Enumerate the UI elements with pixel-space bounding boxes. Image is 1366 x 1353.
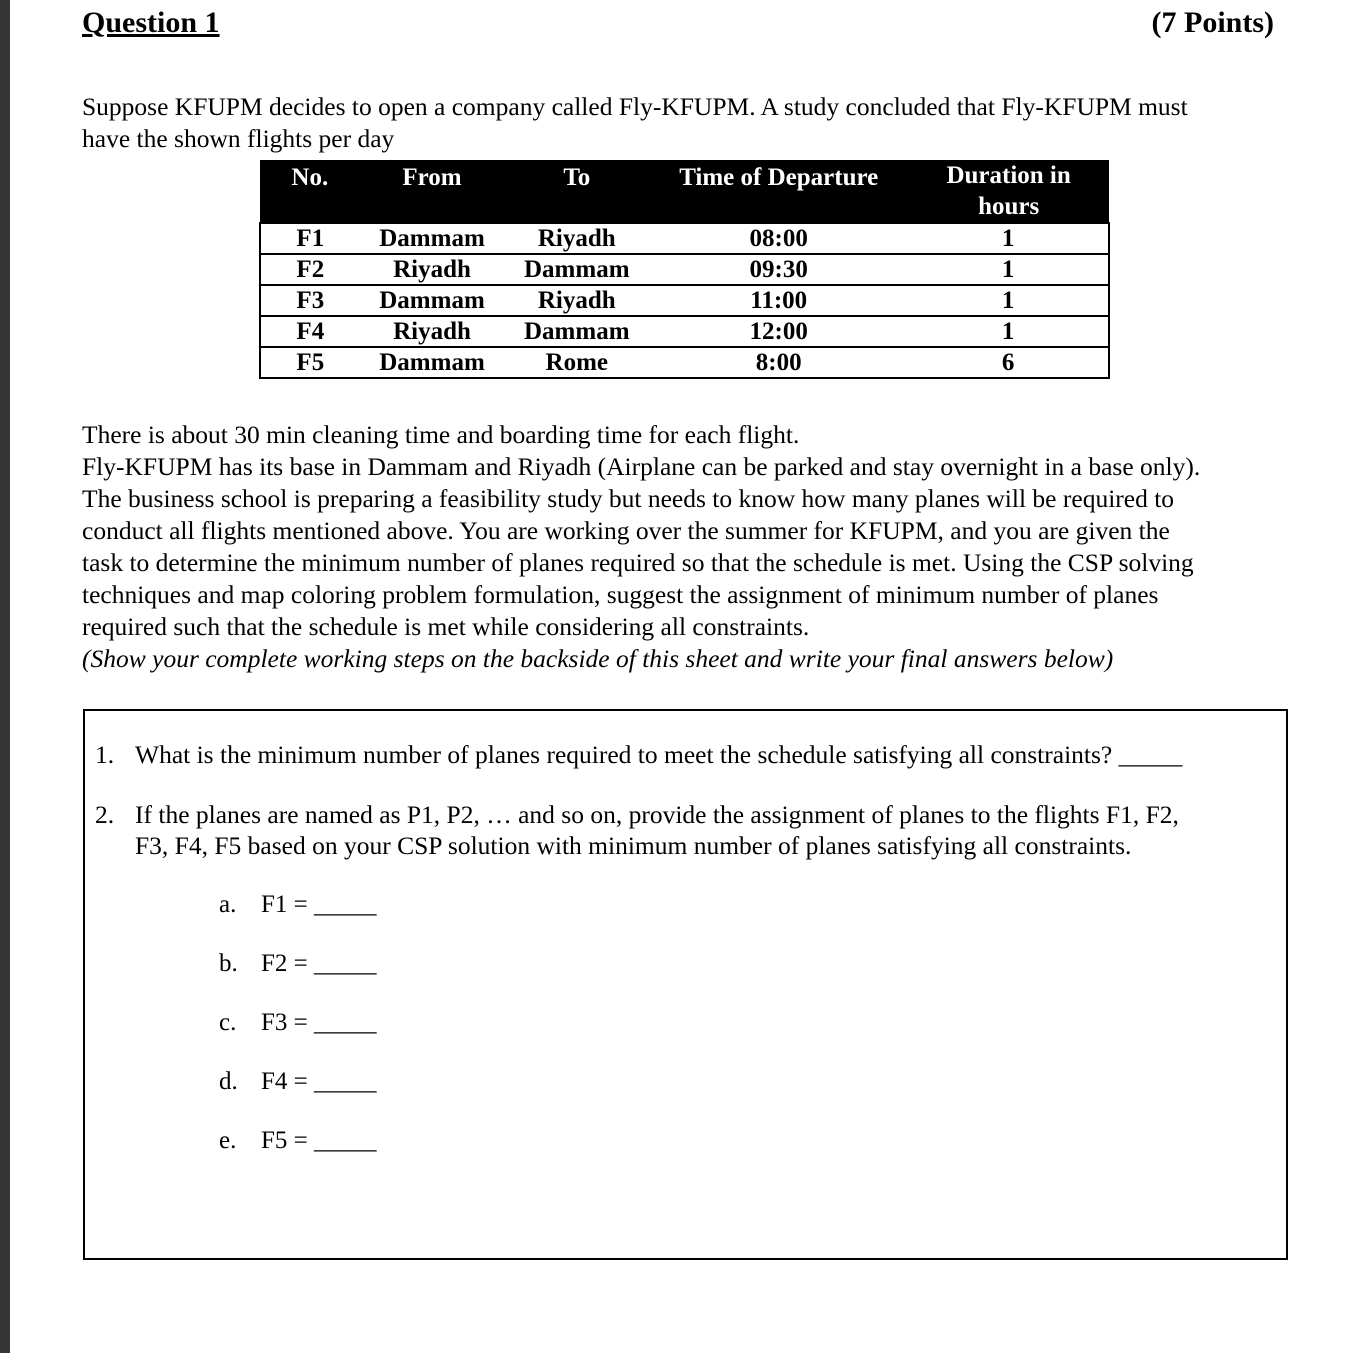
duration-cell: 6	[908, 347, 1109, 378]
problem-text	[82, 419, 1200, 643]
table-row	[260, 316, 1109, 347]
duration-cell: 1	[908, 254, 1109, 285]
problem-line: conduct all flights mentioned above. You are working over the summer for KFUPM, and you are given the	[82, 516, 1170, 545]
flight-no-cell: F4	[260, 316, 360, 347]
intro-line: have the shown flights per day	[82, 124, 395, 153]
from-cell: Riyadh	[360, 254, 505, 285]
problem-line: The business school is preparing a feasibility study but needs to know how many planes will be required to	[82, 484, 1175, 513]
from-cell: Dammam	[360, 347, 505, 378]
departure-cell: 09:30	[649, 254, 908, 285]
col-no: No.	[260, 160, 360, 223]
flights-table	[259, 160, 1110, 379]
q2-number: 2.	[95, 800, 115, 829]
problem-line: There is about 30 min cleaning time and boarding time for each flight.	[82, 420, 800, 449]
to-cell: Riyadh	[504, 223, 649, 254]
q2-text	[135, 799, 1179, 861]
answer-item-blank[interactable]: F3 = _____	[261, 1009, 377, 1036]
q2-line: If the planes are named as P1, P2, … and so on, provide the assignment of planes to the flights F1, F2,	[135, 800, 1179, 829]
flight-no-cell: F2	[260, 254, 360, 285]
from-cell: Riyadh	[360, 316, 505, 347]
flight-no-cell: F3	[260, 285, 360, 316]
q1-text: What is the minimum number of planes required to meet the schedule satisfying all constraints? _____	[135, 740, 1183, 769]
viewer-left-border	[0, 0, 10, 1353]
answer-item-letter: d.	[219, 1068, 238, 1095]
answer-item-blank[interactable]: F1 = _____	[261, 891, 377, 918]
q1-number: 1.	[95, 740, 115, 769]
answer-item-blank[interactable]: F2 = _____	[261, 950, 377, 977]
departure-cell: 12:00	[649, 316, 908, 347]
col-departure: Time of Departure	[649, 160, 908, 223]
table-row	[260, 254, 1109, 285]
question-title: Question 1	[82, 6, 220, 39]
flight-no-cell: F5	[260, 347, 360, 378]
problem-line: required such that the schedule is met while considering all constraints.	[82, 612, 810, 641]
to-cell: Dammam	[504, 316, 649, 347]
answer-item-blank[interactable]: F4 = _____	[261, 1068, 377, 1095]
intro-line: Suppose KFUPM decides to open a company called Fly-KFUPM. A study concluded that Fly-KFUPM must	[82, 92, 1188, 121]
table-row	[260, 285, 1109, 316]
q2-line: F3, F4, F5 based on your CSP solution with minimum number of planes satisfying all constraints.	[135, 831, 1132, 860]
col-to: To	[504, 160, 649, 223]
departure-cell: 11:00	[649, 285, 908, 316]
table-row	[260, 347, 1109, 378]
problem-line: techniques and map coloring problem formulation, suggest the assignment of minimum number of planes	[82, 580, 1159, 609]
intro-text	[82, 91, 1188, 155]
duration-cell: 1	[908, 223, 1109, 254]
duration-cell: 1	[908, 285, 1109, 316]
question-points: (7 Points)	[1151, 6, 1274, 39]
from-cell: Dammam	[360, 285, 505, 316]
problem-line: Fly-KFUPM has its base in Dammam and Riyadh (Airplane can be parked and stay overnight in a base only).	[82, 452, 1201, 481]
from-cell: Dammam	[360, 223, 505, 254]
problem-line: task to determine the minimum number of planes required so that the schedule is met. Using the CSP solving	[82, 548, 1194, 577]
answer-item-blank[interactable]: F5 = _____	[261, 1127, 377, 1154]
answer-item-letter: a.	[219, 891, 237, 918]
to-cell: Dammam	[504, 254, 649, 285]
flight-no-cell: F1	[260, 223, 360, 254]
answer-box	[83, 709, 1288, 1260]
instruction-text: (Show your complete working steps on the backside of this sheet and write your final answers below)	[82, 644, 1114, 673]
answer-item-letter: b.	[219, 950, 238, 977]
col-duration: Duration in hours	[908, 160, 1109, 223]
answer-item-letter: e.	[219, 1127, 237, 1154]
to-cell: Rome	[504, 347, 649, 378]
departure-cell: 08:00	[649, 223, 908, 254]
col-from: From	[360, 160, 505, 223]
to-cell: Riyadh	[504, 285, 649, 316]
table-header-row	[260, 160, 1109, 223]
table-row	[260, 223, 1109, 254]
departure-cell: 8:00	[649, 347, 908, 378]
duration-cell: 1	[908, 316, 1109, 347]
answer-item-letter: c.	[219, 1009, 237, 1036]
